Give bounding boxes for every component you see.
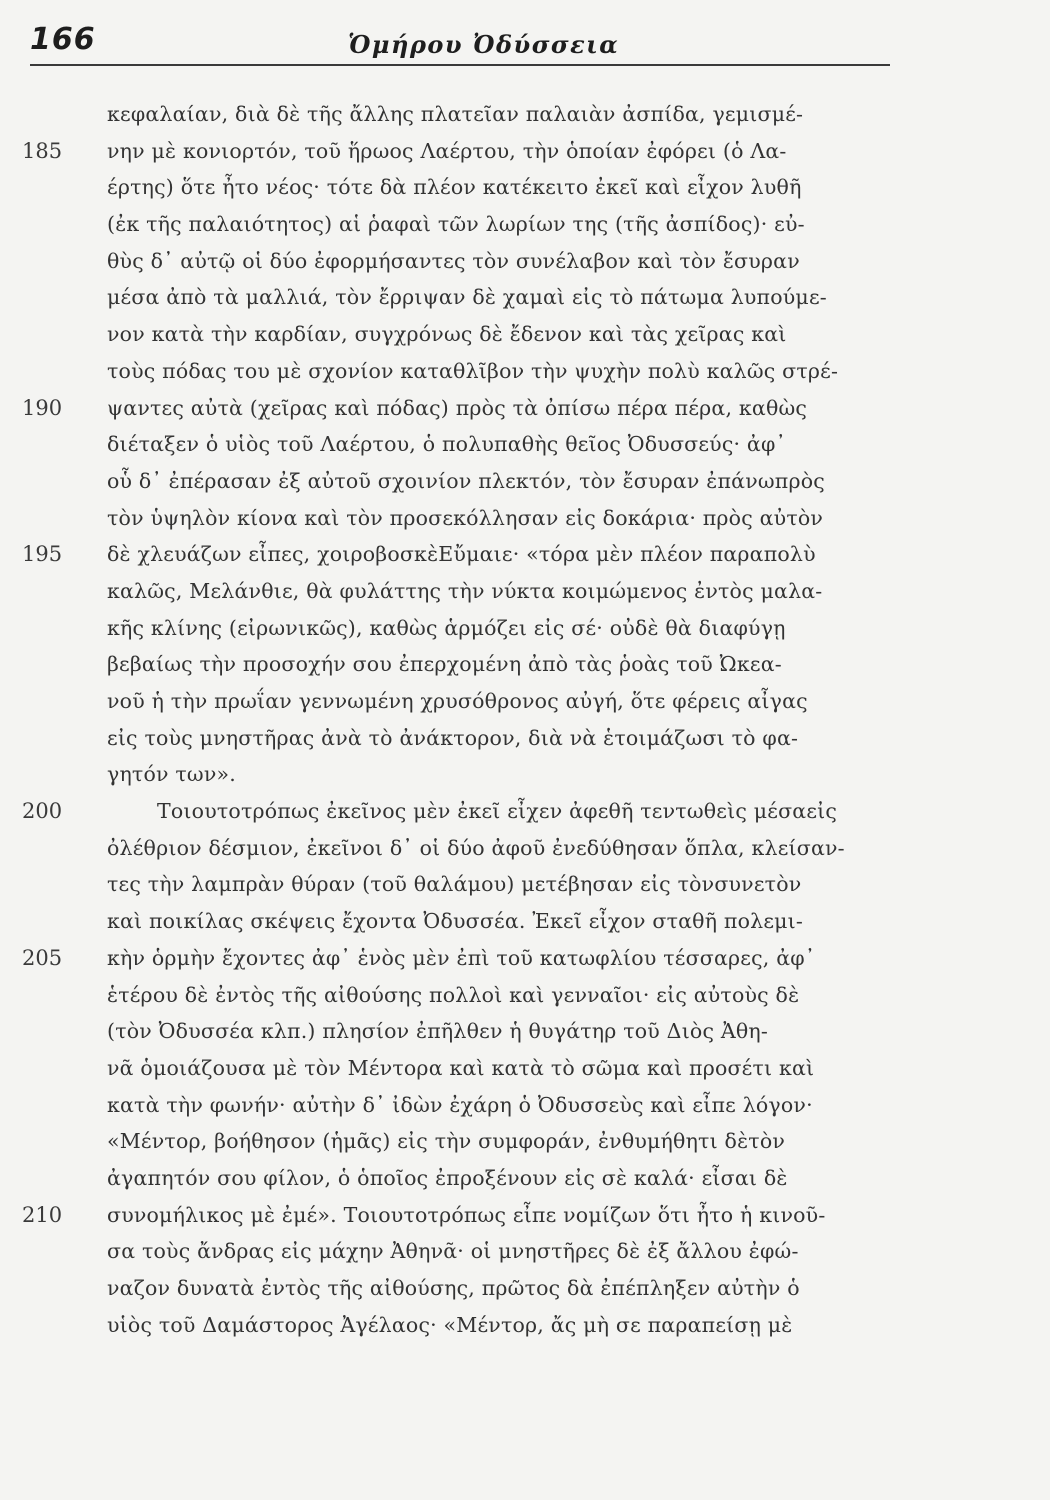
text-line: μέσα ἀπὸ τὰ μαλλιά, τὸν ἔρριψαν δὲ χαμαὶ εἰς τὸ πάτωμα λυπούμε- [107, 285, 827, 310]
text-line: κεφαλαίαν, διὰ δὲ τῆς ἄλλης πλατεῖαν παλαιὰν ἀσπίδα, γεμισμέ- [107, 102, 804, 126]
text-line: τες τὴν λαμπρὰν θύραν (τοῦ θαλάμου) μετέβησαν εἰς τὸνσυνετὸν [107, 872, 802, 897]
verse-line-number: 200 [22, 799, 63, 824]
text-line: ἀγαπητόν σου φίλον, ὁ ὁποῖος ἐπροξένουν εἰς σὲ καλά· εἶσαι δὲ [107, 1165, 788, 1190]
text-line: δὲ χλευάζων εἶπες, χοιροβοσκὲΕὔμαιε· «τόρα μὲν πλέον παραπολὺ [107, 542, 816, 567]
text-line: ὀλέθριον δέσμιον, ἐκεῖνοι δ᾽ οἱ δύο ἀφοῦ ἐνεδύθησαν ὅπλα, κλείσαν- [107, 835, 845, 860]
text-line: ἑτέρου δὲ ἐντὸς τῆς αἰθούσης πολλοὶ καὶ γενναῖοι· εἰς αὐτοὺς δὲ [107, 982, 800, 1007]
text-line: (ἐκ τῆς παλαιότητος) αἱ ῥαφαὶ τῶν λωρίων της (τῆς ἀσπίδος)· εὐ- [107, 212, 805, 237]
text-line: ναζον δυνατὰ ἐντὸς τῆς αἰθούσης, πρῶτος δὰ ἐπέπληξεν αὐτὴν ὁ [107, 1276, 800, 1300]
text-line: γητόν των». [107, 762, 236, 787]
verse-line-number: 195 [22, 542, 63, 567]
verse-line-number: 205 [22, 946, 63, 971]
verse-line-number: 185 [22, 138, 63, 163]
body-text [107, 96, 897, 1343]
text-line: κατὰ τὴν φωνήν· αὐτὴν δ᾽ ἰδὼν ἐχάρη ὁ Ὀδυσσεὺς καὶ εἶπε λόγον· [107, 1092, 813, 1117]
text-line: θὺς δ᾽ αὐτῷ οἱ δύο ἐφορμήσαντες τὸν συνέλαβον καὶ τὸν ἔσυραν [107, 248, 800, 273]
page-header [30, 22, 890, 62]
header-rule [30, 64, 890, 66]
verse-line-number: 210 [22, 1203, 63, 1227]
text-line: καὶ ποικίλας σκέψεις ἔχοντα Ὀδυσσέα. Ἐκεῖ εἶχον σταθῆ πολεμι- [107, 909, 804, 934]
text-line: Τοιουτοτρόπως ἐκεῖνος μὲν ἐκεῖ εἶχεν ἀφεθῆ τεντωθεὶς μέσαεἰς [157, 799, 838, 824]
text-line: κὴν ὁρμὴν ἔχοντες ἀφ᾽ ἑνὸς μὲν ἐπὶ τοῦ κατωφλίου τέσσαρες, ἀφ᾽ [107, 945, 816, 970]
text-line: «Μέντορ, βοήθησον (ἡμᾶς) εἰς τὴν συμφοράν, ἐνθυμήθητι δὲτὸν [107, 1129, 786, 1154]
text-line: τοὺς πόδας του μὲ σχονίον καταθλῖβον τὴν ψυχὴν πολὺ καλῶς στρέ- [107, 358, 839, 383]
page-number: 166 [30, 22, 96, 57]
text-line: έρτης) ὅτε ἦτο νέος· τότε δὰ πλέον κατέκειτο ἐκεῖ καὶ εἶχον λυθῆ [107, 175, 802, 200]
text-line: ψαντες αὐτὰ (χεῖρας καὶ πόδας) πρὸς τὰ ὀπίσω πέρα πέρα, καθὼς [107, 395, 808, 420]
text-line: συνομήλικος μὲ ἐμέ». Τοιουτοτρόπως εἶπε νομίζων ὅτι ἦτο ἡ κινοῦ- [107, 1202, 826, 1227]
running-title: Ὁμήρου Ὀδύσσεια [348, 30, 620, 59]
text-line: νον κατὰ τὴν καρδίαν, συγχρόνως δὲ ἔδενον καὶ τὰς χεῖρας καὶ [107, 322, 787, 347]
text-line: σα τοὺς ἄνδρας εἰς μάχην Ἀθηνᾶ· οἱ μνηστῆρες δὲ ἐξ ἄλλου ἐφώ- [107, 1239, 799, 1264]
text-line: τὸν ὑψηλὸν κίονα καὶ τὸν προσεκόλλησαν εἰς δοκάρια· πρὸς αὐτὸν [107, 505, 824, 530]
text-line: διέταξεν ὁ υἱὸς τοῦ Λαέρτου, ὁ πολυπαθὴς θεῖος Ὀδυσσεύς· ἀφ᾽ [107, 432, 786, 457]
text-line: νᾶ ὁμοιάζουσα μὲ τὸν Μέντορα καὶ κατὰ τὸ σῶμα καὶ προσέτι καὶ [107, 1055, 815, 1080]
text-line: οὗ δ᾽ ἐπέρασαν ἐξ αὐτοῦ σχοινίον πλεκτόν, τὸν ἔσυραν ἐπάνωπρὸς [107, 468, 825, 493]
text-line: νην μὲ κονιορτόν, τοῦ ἥρωος Λαέρτου, τὴν ὁποίαν ἐφόρει (ὁ Λα- [107, 138, 787, 163]
text-line: βεβαίως τὴν προσοχήν σου ἐπερχομένη ἀπὸ τὰς ῥοὰς τοῦ Ὠκεα- [107, 652, 782, 677]
text-line: εἰς τοὺς μνηστῆρας ἀνὰ τὸ ἀνάκτορον, διὰ νὰ ἑτοιμάζωσι τὸ φα- [107, 725, 799, 750]
verse-line-number: 190 [22, 395, 63, 420]
text-line: (τὸν Ὀδυσσέα κλπ.) πλησίον ἐπῆλθεν ἡ θυγάτηρ τοῦ Διὸς Ἀθη- [107, 1019, 769, 1044]
text-line: καλῶς, Μελάνθιε, θὰ φυλάττης τὴν νύκτα κοιμώμενος ἐντὸς μαλα- [107, 578, 823, 603]
text-line: υἱὸς τοῦ Δαμάστορος Ἀγέλαος· «Μέντορ, ἄς μὴ σε παραπείσῃ μὲ [107, 1312, 793, 1337]
text-line: κῆς κλίνης (εἰρωνικῶς), καθὼς ἁρμόζει εἰς σέ· οὐδὲ θὰ διαφύγῃ [107, 615, 786, 640]
text-line: νοῦ ἡ τὴν πρωΐαν γεννωμένη χρυσόθρονος αὐγή, ὅτε φέρεις αἶγας [107, 689, 808, 713]
